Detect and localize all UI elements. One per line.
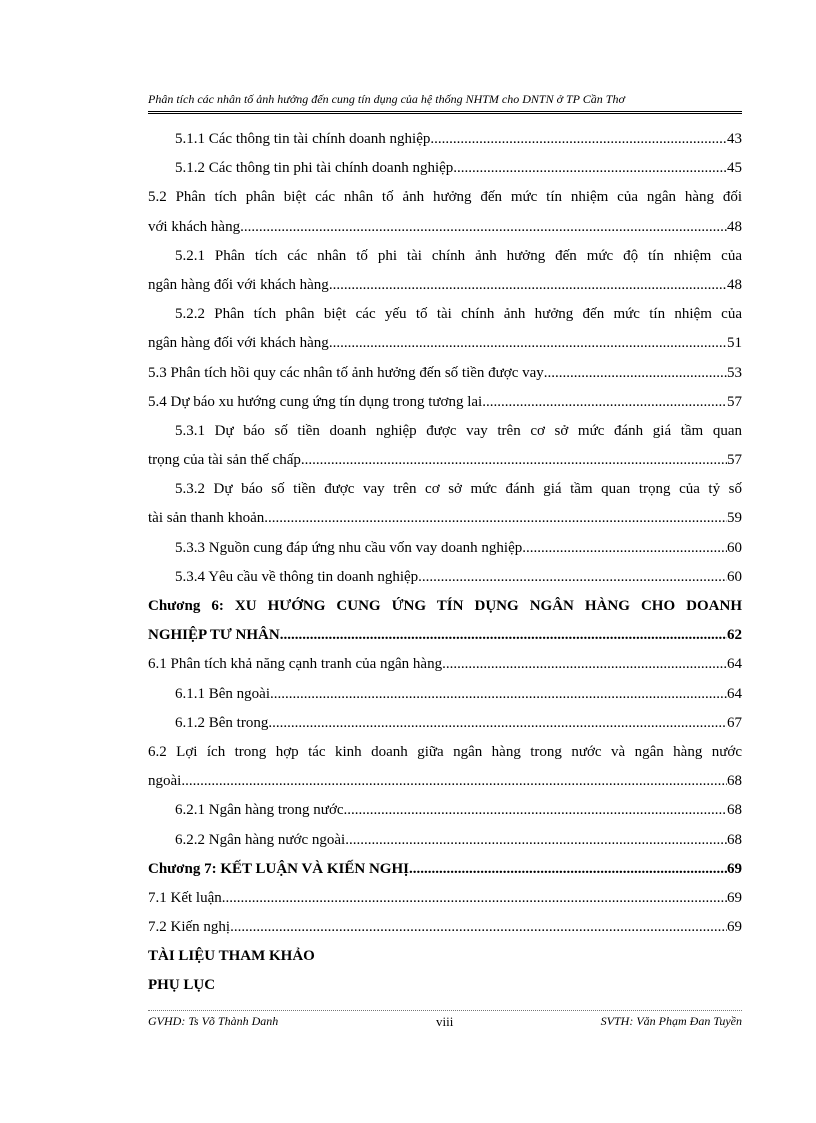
toc-entry-page: 51 (727, 335, 742, 352)
toc-entry-first-line: 5.2 Phân tích phân biệt các nhân tố ảnh hưởng đến mức tín nhiệm của ngân hàng đối (148, 189, 742, 206)
toc-entry-label: 5.4 Dự báo xu hướng cung ứng tín dụng trong tương lai (148, 393, 483, 410)
toc-entry-page: 68 (727, 831, 742, 848)
toc-entry-label: 5.3.3 Nguồn cung đáp ứng nhu cầu vốn vay doanh nghiệp (175, 539, 523, 556)
table-of-contents (148, 125, 742, 1001)
toc-entry-label: 5.1.1 Các thông tin tài chính doanh nghiệp (175, 131, 431, 147)
toc-entry (148, 213, 742, 242)
header-divider (148, 111, 742, 114)
running-footer (148, 1014, 742, 1032)
toc-entry-page: 69 (727, 860, 742, 877)
toc-entry-label: 6.2.1 Ngân hàng trong nước (175, 802, 344, 819)
toc-entry (148, 563, 742, 592)
dot-leader (418, 563, 727, 592)
toc-entry-label: 7.2 Kiến nghị (148, 919, 231, 936)
toc-entry-label: tài sản thanh khoản (148, 510, 265, 527)
dot-leader (544, 359, 727, 388)
dot-leader (230, 913, 727, 942)
toc-entry-page: 60 (727, 568, 742, 585)
toc-entry-label: với khách hàng (148, 218, 241, 235)
toc-entry (148, 709, 742, 738)
dot-leader (430, 125, 727, 154)
toc-entry-page: 64 (727, 656, 742, 673)
toc-entry-first-line: 5.2.2 Phân tích phân biệt các yếu tố tài chính ảnh hưởng đến mức tín nhiệm của (175, 306, 742, 323)
toc-appendix: PHỤ LỤC (148, 977, 216, 994)
toc-entry (148, 680, 742, 709)
toc-entry-label: 6.1.1 Bên ngoài (175, 685, 270, 702)
toc-entry (148, 388, 742, 417)
toc-entry-page: 48 (727, 218, 742, 235)
dot-leader (345, 826, 727, 855)
toc-references: TÀI LIỆU THAM KHẢO (148, 948, 315, 965)
toc-entry (148, 913, 742, 942)
footer-student: SVTH: Văn Phạm Đan Tuyền (600, 1014, 742, 1028)
toc-entry-label: 5.3 Phân tích hồi quy các nhân tố ảnh hưởng đến số tiền được vay (148, 364, 544, 381)
dot-leader (329, 329, 727, 358)
toc-entry-page: 68 (727, 773, 742, 790)
toc-entry-first-line: 5.2.1 Phân tích các nhân tố phi tài chính ảnh hưởng đến mức độ tín nhiệm của (175, 247, 742, 264)
toc-chapter-entry (148, 855, 742, 884)
toc-entry-page: 67 (727, 714, 742, 731)
toc-entry-page: 64 (727, 685, 742, 702)
toc-chapter-entry (148, 621, 742, 650)
toc-chapter-first-line: Chương 6: XU HƯỚNG CUNG ỨNG TÍN DỤNG NGÂN HÀNG CHO DOANH (148, 598, 742, 614)
dot-leader (301, 446, 727, 475)
toc-entry-label: 6.2.2 Ngân hàng nước ngoài (175, 831, 346, 848)
toc-entry (148, 534, 742, 563)
toc-entry-page: 43 (727, 131, 742, 147)
dot-leader (344, 796, 727, 825)
toc-entry-label: ngân hàng đối với khách hàng (148, 335, 329, 352)
toc-entry-page: 48 (727, 276, 742, 293)
dot-leader (409, 855, 727, 884)
dot-leader (270, 680, 727, 709)
toc-entry-page: 45 (727, 160, 742, 177)
toc-entry-label: Chương 7: KẾT LUẬN VÀ KIẾN NGHỊ (148, 860, 409, 877)
dot-leader (264, 504, 727, 533)
toc-entry-first-line: 6.2 Lợi ích trong hợp tác kinh doanh giữa ngân hàng trong nước và ngân hàng nước (148, 743, 742, 760)
toc-entry (148, 826, 742, 855)
toc-entry-page: 69 (727, 889, 742, 906)
toc-entry-first-line: 5.3.2 Dự báo số tiền được vay trên cơ sở mức đánh giá tầm quan trọng của tỷ số (175, 481, 742, 498)
toc-entry-page: 62 (727, 627, 742, 644)
toc-entry (148, 767, 742, 796)
toc-entry-page: 68 (727, 802, 742, 819)
toc-entry (148, 154, 742, 183)
dot-leader (522, 534, 727, 563)
toc-entry-label: 7.1 Kết luận (148, 889, 222, 906)
toc-entry-label: ngoài (148, 773, 182, 790)
running-header: Phân tích các nhân tố ảnh hưởng đến cung tín dụng của hệ thống NHTM cho DNTN ở TP Cần Thơ (148, 92, 625, 106)
toc-entry (148, 271, 742, 300)
toc-entry-label: 5.3.4 Yêu cầu về thông tin doanh nghiệp (175, 568, 419, 585)
dot-leader (240, 213, 727, 242)
dot-leader (442, 650, 727, 679)
toc-entry (148, 446, 742, 475)
toc-entry-page: 53 (727, 364, 742, 381)
dot-leader (482, 388, 727, 417)
toc-entry-page: 57 (727, 452, 742, 469)
toc-entry-page: 60 (727, 539, 742, 556)
dot-leader (181, 767, 727, 796)
dot-leader (268, 709, 727, 738)
dot-leader (329, 271, 727, 300)
toc-entry (148, 884, 742, 913)
toc-entry-label: 6.1.2 Bên trong (175, 714, 269, 731)
toc-entry-page: 57 (727, 393, 742, 410)
toc-entry (148, 650, 742, 679)
toc-entry (148, 329, 742, 358)
toc-entry-first-line: 5.3.1 Dự báo số tiền doanh nghiệp được vay trên cơ sở mức đánh giá tầm quan (175, 422, 742, 439)
toc-entry-label: 5.1.2 Các thông tin phi tài chính doanh nghiệp (175, 160, 454, 177)
footer-advisor: GVHD: Ts Võ Thành Danh (148, 1014, 279, 1028)
toc-entry-page: 59 (727, 510, 742, 527)
toc-entry (148, 796, 742, 825)
toc-entry-label: 6.1 Phân tích khả năng cạnh tranh của ngân hàng (148, 656, 443, 673)
footer-divider (148, 1010, 742, 1011)
toc-entry (148, 359, 742, 388)
dot-leader (280, 621, 727, 650)
toc-entry-label: trọng của tài sản thế chấp (148, 452, 301, 469)
toc-entry-label: ngân hàng đối với khách hàng (148, 276, 329, 293)
toc-entry-page: 69 (727, 919, 742, 936)
toc-entry (148, 125, 742, 154)
dot-leader (453, 154, 727, 183)
toc-entry (148, 504, 742, 533)
page-number: viii (436, 1014, 454, 1029)
toc-entry-label: NGHIỆP TƯ NHÂN (148, 627, 280, 644)
dot-leader (222, 884, 727, 913)
